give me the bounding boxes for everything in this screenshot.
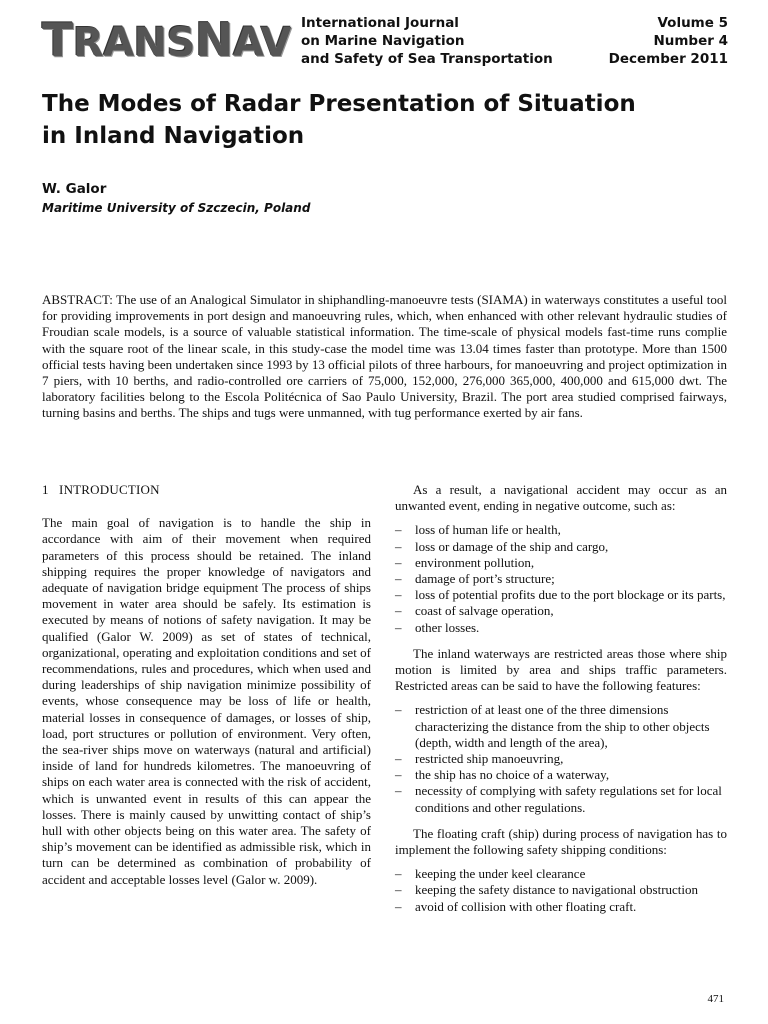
- list-item: – loss or damage of the ship and cargo,: [395, 539, 727, 555]
- paper-title: [42, 88, 732, 152]
- author-name: W. Galor: [42, 181, 107, 197]
- right-column: [395, 482, 727, 925]
- page-number: 471: [707, 993, 724, 1005]
- issue-info: [609, 14, 728, 68]
- journal-name-line: on Marine Navigation: [301, 33, 465, 49]
- transnav-logo: [42, 13, 292, 67]
- list-item: – damage of port’s structure;: [395, 571, 727, 587]
- safety-conditions-list: [395, 866, 727, 915]
- list-item: – loss of potential profits due to the port blockage or its parts,: [395, 587, 727, 603]
- introduction-paragraph: The main goal of navigation is to handle the ship in accordance with aim of their movement when required parameters of this process should be retained. The inland shipping requires the proper knowledge of navigators and adequate of navigation bridge equipment The process of ships movement in water area should be safely. Its estimation is executed by means of notions of safety navigation. It may be qualified (Galor W. 2009) as set of states of technical, organizational, operating and exploitation conditions and set of recommendations, rules and procedures, which when used and during leaderships of ship navigation minimize possibility of events, whose consequence may be loss of life or health, material losses in consequence of damages, or losses of ship, load, port structures or pollution of environment. Very often, the sea-river ships move on waterways (natural and artificial) inside of land for hundreds kilometres. The manoeuvring of ships on each water area is connected with the risk of accident, which is unwanted event in results of this can appear the losses. There is mainly caused by unwitting contact of ship’s hull with other objects being on this water area. The safety of ship’s movement can be identified as admissible risk, which in turn can be determined as combination of probability of accident and acceptable losses level (Galor w. 2009).: [42, 515, 371, 887]
- body-paragraph: The inland waterways are restricted areas those where ship motion is limited by area and ships traffic parameters. Restricted areas can be said to have the following features:: [395, 645, 727, 694]
- section-heading-introduction: 1 INTRODUCTION: [42, 482, 160, 497]
- journal-name: [301, 14, 553, 68]
- paper-title-line1: The Modes of Radar Presentation of Situation: [42, 91, 636, 117]
- list-item: – keeping the under keel clearance: [395, 866, 727, 882]
- paper-title-line2: in Inland Navigation: [42, 123, 305, 149]
- number-label: Number 4: [653, 33, 728, 49]
- volume-label: Volume 5: [657, 15, 728, 31]
- journal-name-line: and Safety of Sea Transportation: [301, 51, 553, 67]
- list-item: – keeping the safety distance to navigational obstruction: [395, 882, 727, 898]
- list-item: – avoid of collision with other floating craft.: [395, 899, 727, 915]
- restricted-area-features-list: [395, 702, 727, 815]
- logo-letter-t: T: [42, 13, 73, 67]
- journal-name-line: International Journal: [301, 15, 459, 31]
- body-paragraph: As a result, a navigational accident may occur as an unwanted event, ending in negative outcome, such as:: [395, 482, 727, 514]
- left-column: [42, 482, 371, 888]
- list-item: – loss of human life or health,: [395, 522, 727, 538]
- logo-letters-av: AV: [232, 20, 292, 66]
- list-item: – restricted ship manoeuvring,: [395, 751, 727, 767]
- list-item: – environment pollution,: [395, 555, 727, 571]
- logo-letters-rans: RANS: [72, 20, 195, 66]
- accident-outcomes-list: [395, 522, 727, 635]
- list-item: – necessity of complying with safety regulations set for local conditions and other regulations.: [395, 783, 727, 815]
- body-paragraph: The floating craft (ship) during process of navigation has to implement the following safety shipping conditions:: [395, 825, 727, 858]
- issue-date: December 2011: [608, 51, 728, 67]
- list-item: – the ship has no choice of a waterway,: [395, 767, 727, 783]
- logo-letter-n: N: [194, 13, 233, 67]
- list-item: – coast of salvage operation,: [395, 603, 727, 619]
- author-affiliation: Maritime University of Szczecin, Poland: [42, 201, 311, 215]
- list-item: – other losses.: [395, 620, 727, 636]
- abstract: ABSTRACT: The use of an Analogical Simulator in shiphandling-manoeuvre tests (SIAMA) in waterways constitutes a useful tool for providing improvements in port design and manoeuvring rules, which, when enhanced with other relevant hydraulic studies of Froudian scale models, is a source of valuable statistical information. The time-scale of physical models fast-time runs complie with the square root of the linear scale, in this study-case the model time was 13.04 times faster than prototype. More than 1500 official tests having been undertaken since 1993 by 13 official pilots of three harbours, for manoeuvring and project optimization in 7 piers, with 10 berths, and radio-controlled ore carriers of 75,000, 152,000, 276,000 365,000, 400,000 and 615,000 dwt. The laboratory facilities belong to the Escola Politécnica of Sao Paulo University, Brazil. The port area studied comprised fairways, turning basins and berths. The ships and tugs were unmanned, with tug performance exerted by air fans.: [42, 292, 727, 421]
- journal-header: [42, 14, 728, 74]
- list-item: – restriction of at least one of the three dimensions characterizing the distance from the ship to other objects (depth, width and length of the area),: [395, 702, 727, 751]
